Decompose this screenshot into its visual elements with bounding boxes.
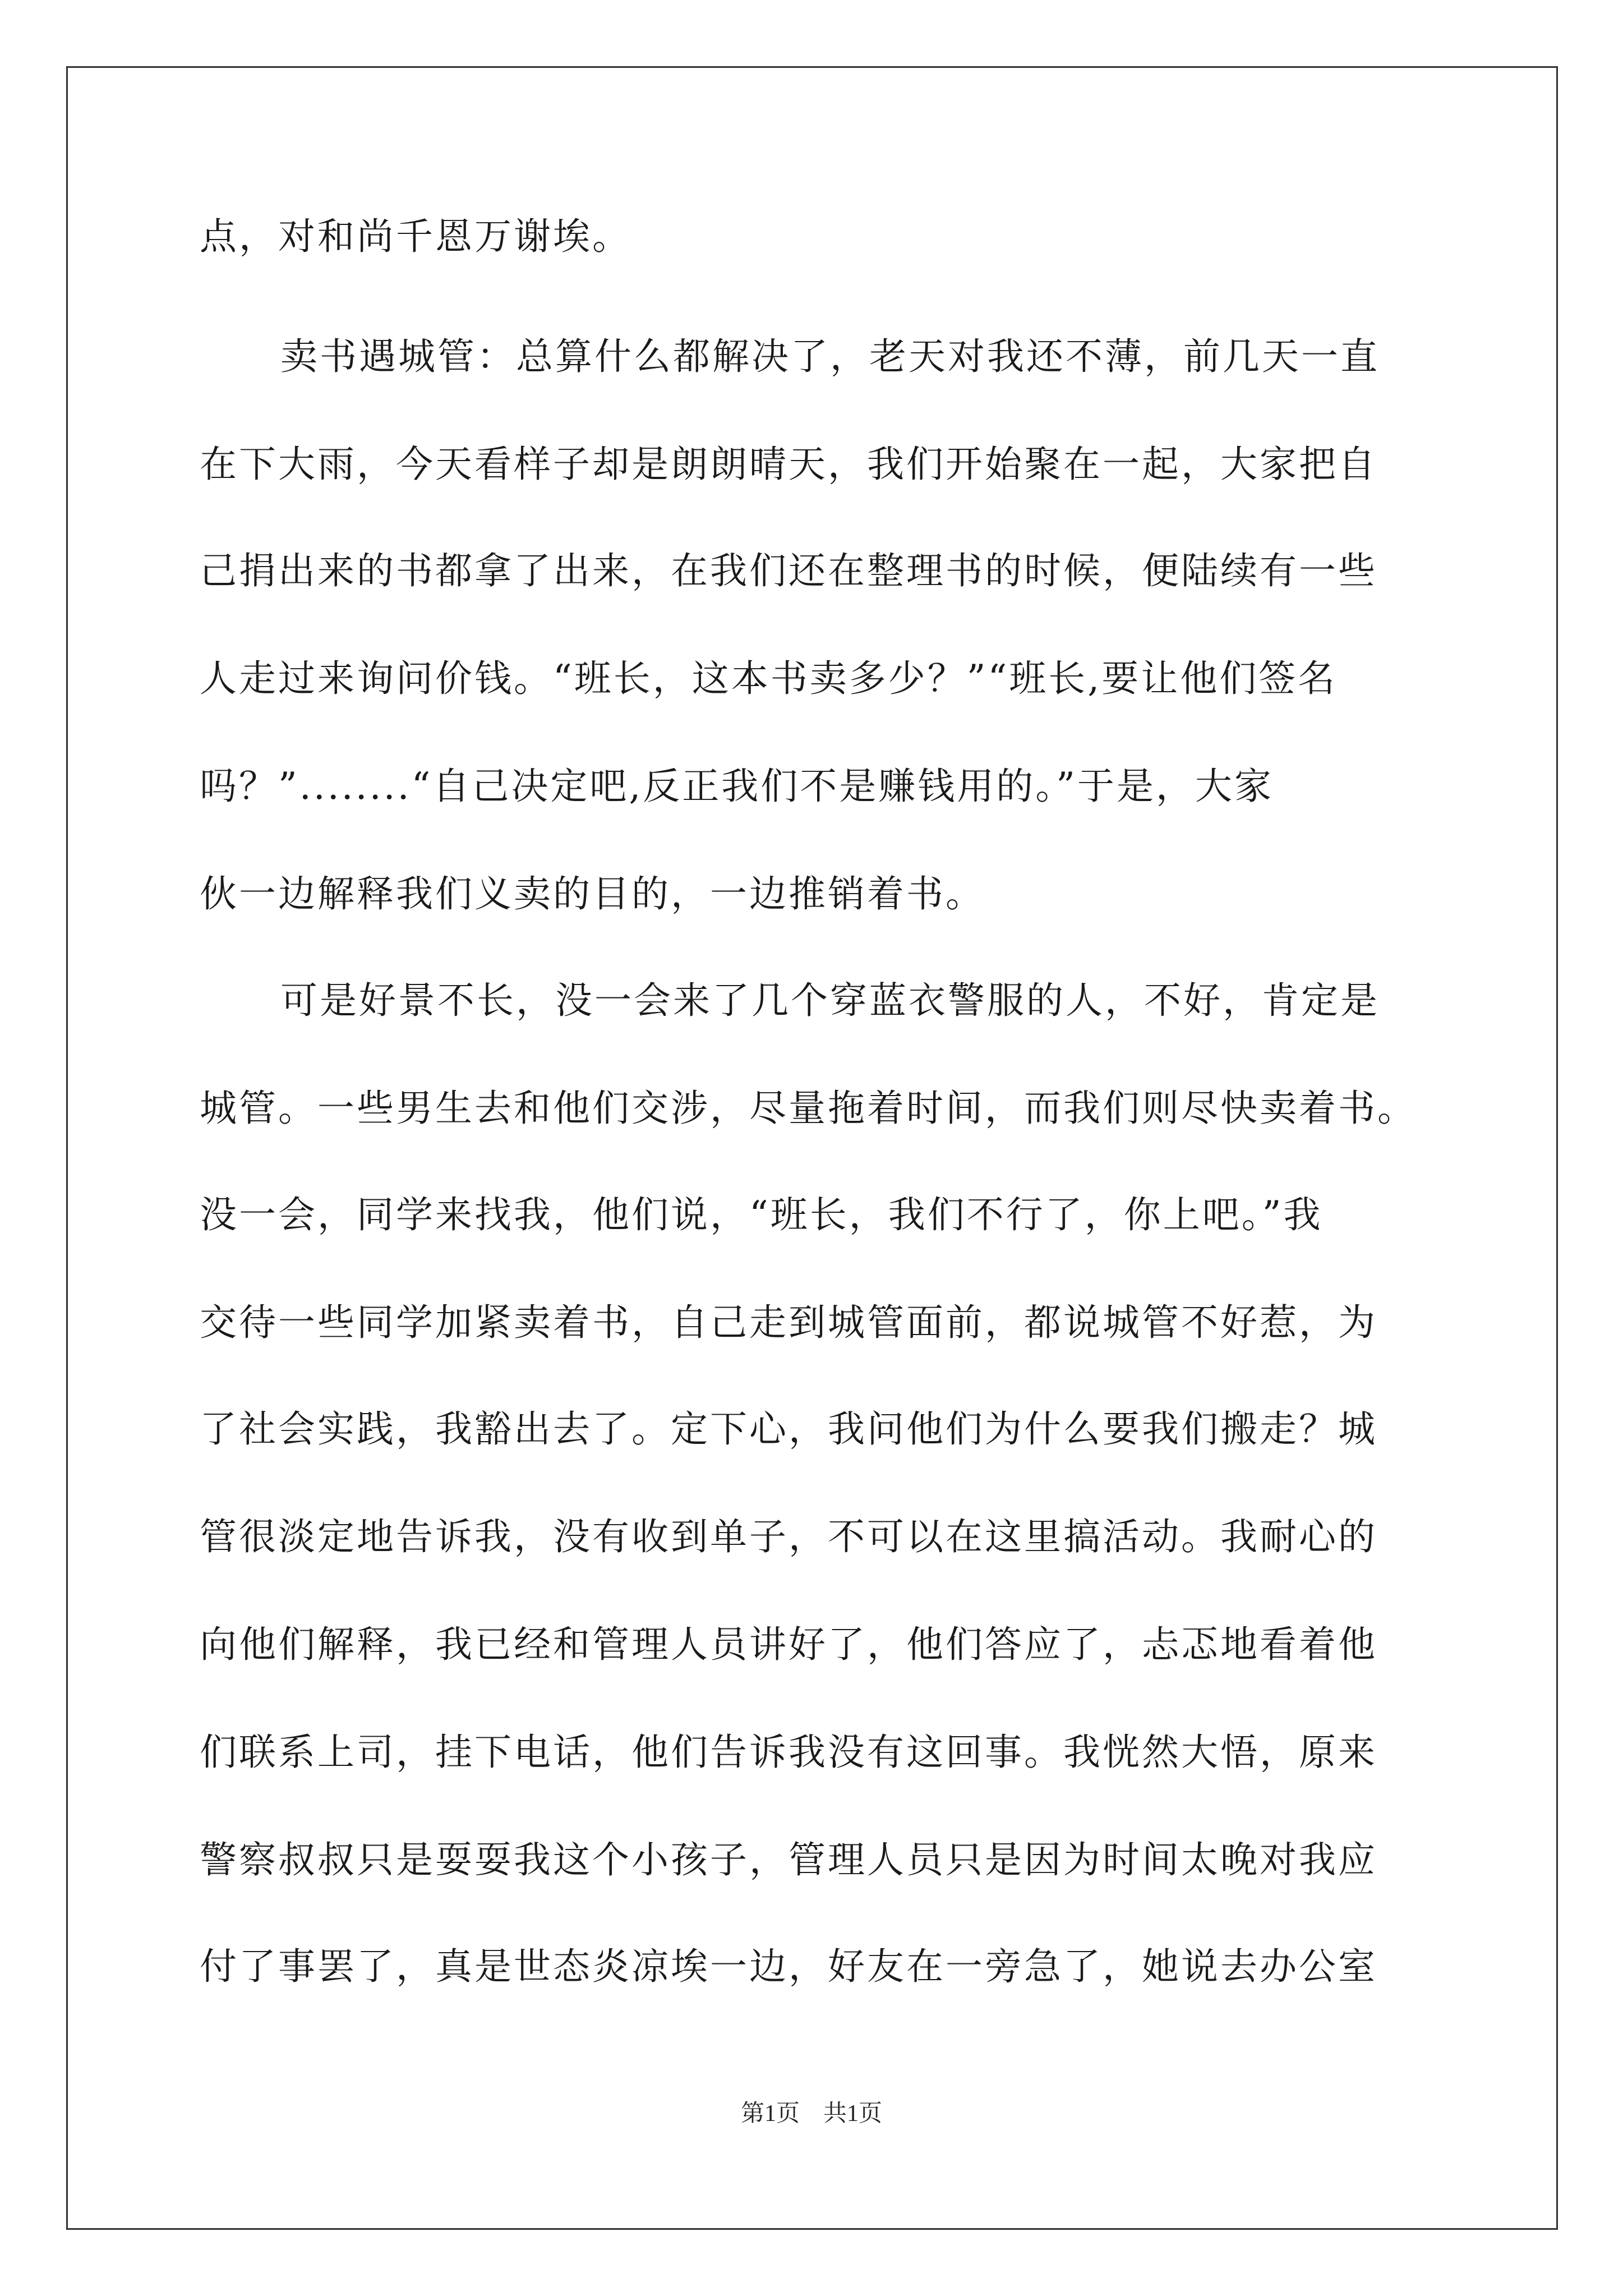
text-line: 管很淡定地告诉我，没有收到单子，不可以在这里搞活动。我耐心的: [200, 1515, 1377, 1558]
paragraph-start-line: 卖书遇城管：总算什么都解决了，老天对我还不薄，前几天一直: [280, 335, 1380, 378]
page-border: [66, 66, 1558, 2230]
text-line: 了社会实践，我豁出去了。定下心，我问他们为什么要我们搬走？城: [200, 1407, 1377, 1451]
text-line: 在下大雨，今天看样子却是朗朗晴天，我们开始聚在一起，大家把自: [200, 443, 1377, 486]
text-line: 警察叔叔只是耍耍我这个小孩子，管理人员只是因为时间太晚对我应: [200, 1838, 1377, 1881]
text-line: 己捐出来的书都拿了出来，在我们还在整理书的时候，便陆续有一些: [200, 549, 1377, 592]
paragraph-start-line: 可是好景不长，没一会来了几个穿蓝衣警服的人，不好，肯定是: [280, 979, 1380, 1022]
text-line: 交待一些同学加紧卖着书，自己走到城管面前，都说城管不好惹，为: [200, 1301, 1377, 1344]
text-line: 人走过来询问价钱。“班长，这本书卖多少？”“班长,要让他们签名: [200, 657, 1338, 700]
text-line: 吗？”........“自己决定吧,反正我们不是赚钱用的。”于是，大家: [200, 765, 1274, 808]
text-line: 向他们解释，我已经和管理人员讲好了，他们答应了，忐忑地看着他: [200, 1623, 1377, 1666]
page-number-footer: 第1页 共1页: [740, 2101, 882, 2127]
text-line: 们联系上司，挂下电话，他们告诉我没有这回事。我恍然大悟，原来: [200, 1731, 1377, 1774]
text-line: 没一会，同学来找我，他们说，“班长，我们不行了，你上吧。”我: [200, 1193, 1323, 1236]
text-line: 付了事罢了，真是世态炎凉埃一边，好友在一旁急了，她说去办公室: [200, 1945, 1377, 1988]
text-line: 城管。一些男生去和他们交涉，尽量拖着时间，而我们则尽快卖着书。: [200, 1087, 1417, 1130]
text-line: 点，对和尚千恩万谢埃。: [200, 215, 631, 258]
text-line: 伙一边解释我们义卖的目的，一边推销着书。: [200, 872, 985, 915]
